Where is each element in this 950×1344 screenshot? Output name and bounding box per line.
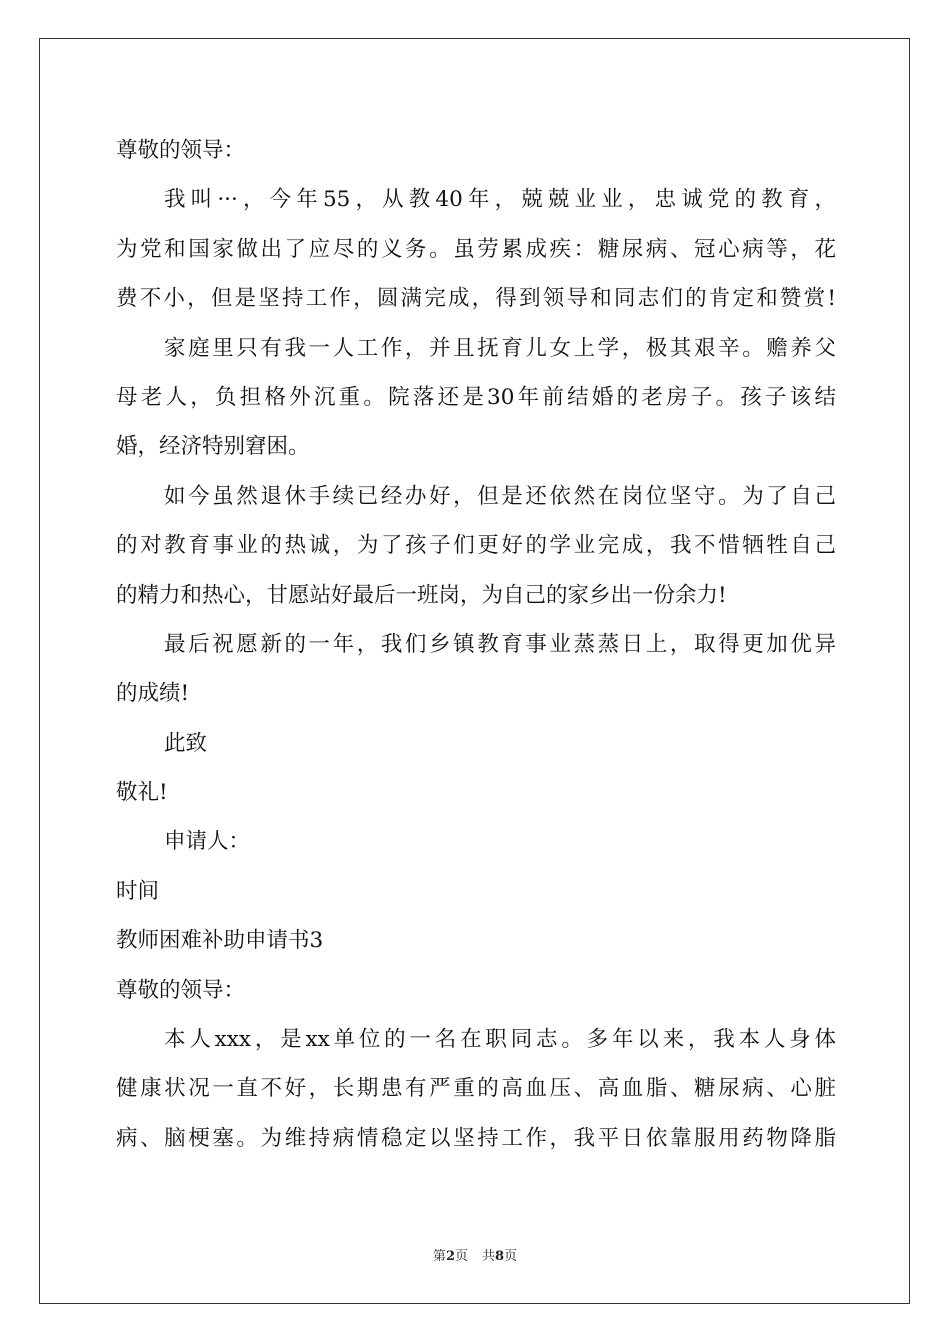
text-line: 最后祝愿新的一年，我们乡镇教育事业蒸蒸日上，取得更加优异 <box>164 631 836 657</box>
text-line: 为党和国家做出了应尽的义务。虽劳累成疾：糖尿病、冠心病等，花 <box>116 236 836 262</box>
text-line: 申请人： <box>164 829 251 855</box>
text-line: 母老人，负担格外沉重。院落还是30年前结婚的老房子。孩子该结 <box>116 384 836 410</box>
section-title: 教师困难补助申请书3 <box>116 928 324 954</box>
text-line: 此致 <box>164 730 208 756</box>
text-line: 病、脑梗塞。为维持病情稳定以坚持工作，我平日依靠服用药物降脂 <box>116 1125 836 1151</box>
text-line: 健康状况一直不好，长期患有严重的高血压、高血脂、糖尿病、心脏 <box>116 1076 836 1102</box>
text-line: 尊敬的领导： <box>116 977 246 1003</box>
page-total: 8 <box>495 1249 505 1264</box>
total-prefix: 共 <box>482 1249 496 1264</box>
text-line: 的对教育事业的热诚，为了孩子们更好的学业完成，我不惜牺牲自己 <box>116 533 836 559</box>
page-prefix: 第 <box>432 1249 446 1264</box>
page-footer <box>0 1249 950 1265</box>
text-line: 本人xxx，是xx单位的一名在职同志。多年以来，我本人身体 <box>164 1027 836 1053</box>
text-line: 我叫···，今年55，从教40年，兢兢业业，忠诚党的教育， <box>164 187 836 213</box>
text-line: 婚，经济特别窘困。 <box>116 434 310 460</box>
text-line: 的成绩! <box>116 681 190 707</box>
page-current: 2 <box>445 1249 455 1264</box>
text-line: 家庭里只有我一人工作，并且抚育儿女上学，极其艰辛。赡养父 <box>164 335 836 361</box>
text-line: 时间 <box>116 878 160 904</box>
text-line: 的精力和热心，甘愿站好最后一班岗，为自己的家乡出一份余力! <box>116 582 727 608</box>
text-line: 费不小，但是坚持工作，圆满完成，得到领导和同志们的肯定和赞赏! <box>116 286 836 312</box>
text-line: 如今虽然退休手续已经办好，但是还依然在岗位坚守。为了自己 <box>164 483 836 509</box>
page-suffix: 页 <box>454 1249 468 1264</box>
total-suffix: 页 <box>504 1249 518 1264</box>
document-body <box>116 126 836 1163</box>
text-line: 敬礼! <box>116 780 168 806</box>
text-line: 尊敬的领导： <box>116 138 246 163</box>
